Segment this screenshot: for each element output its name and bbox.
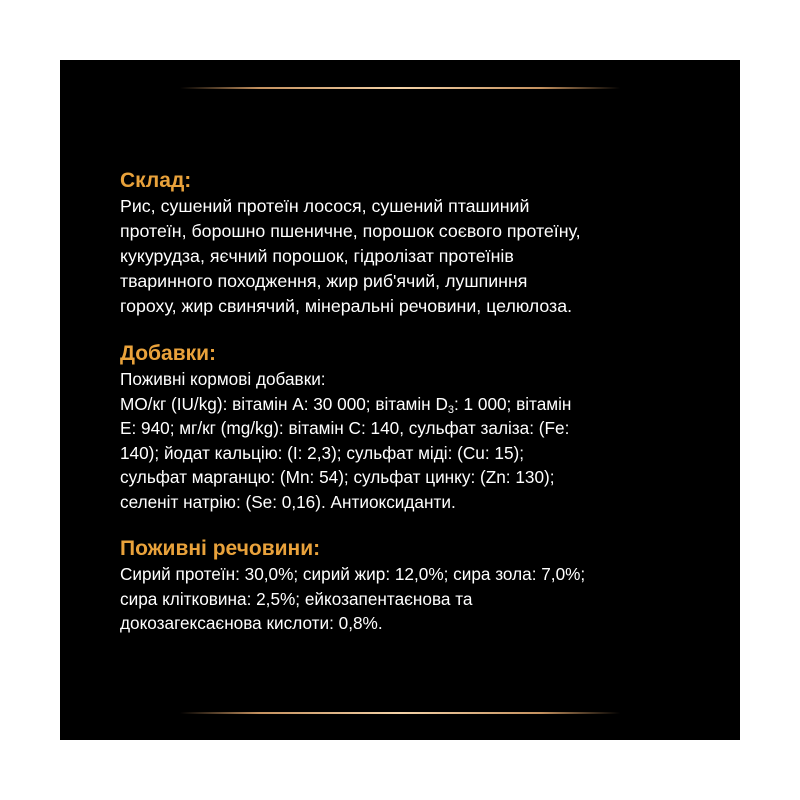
bottom-divider xyxy=(180,712,620,714)
additives-intro: Поживні кормові добавки: xyxy=(120,369,326,389)
top-divider xyxy=(180,87,620,89)
nutrients-text: Сирий протеїн: 30,0%; сирий жир: 12,0%; сира зола: 7,0%; сира клітковина: 2,5%; ейкозапентаєнова та докозагексаєнова кислоти: 0,8%. xyxy=(120,564,586,633)
composition-section xyxy=(120,168,700,319)
composition-text: Рис, сушений протеїн лосося, сушений пташиний протеїн, борошно пшеничне, порошок соєвого протеїну, кукурудза, яєчний порошок, гідролізат протеїнів тваринного походження, жир риб'ячий, лушпиння гороху, жир свинячий, мінеральні речовини, целюлоза. xyxy=(120,196,581,316)
additives-text: Е: 940; мг/кг (mg/kg): вітамін С: 140, сульфат заліза: (Fe: 140); йодат кальцію: (І: 2,3); сульфат міді: (Cu: 15); сульфат марганцю: (Mn: 54); сульфат цинку: (Zn: 130); селеніт натрію: (Se: 0,16). Антиоксиданти. xyxy=(120,418,570,512)
nutrients-heading: Поживні речовини: xyxy=(120,537,321,560)
additives-vitamins-line xyxy=(120,392,700,417)
additives-vitamins-text-end: : 1 000; вітамін xyxy=(454,393,572,414)
label-content xyxy=(120,168,700,636)
label-panel xyxy=(60,60,740,740)
composition-heading: Склад: xyxy=(120,169,192,192)
additives-heading: Добавки: xyxy=(120,342,217,365)
nutrients-section xyxy=(120,536,700,636)
additives-vitamins-text: МО/кг (IU/kg): вітамін А: 30 000; вітамін D xyxy=(120,393,448,414)
additives-section xyxy=(120,341,700,514)
vitamin-d-subscript: 3 xyxy=(447,403,454,416)
